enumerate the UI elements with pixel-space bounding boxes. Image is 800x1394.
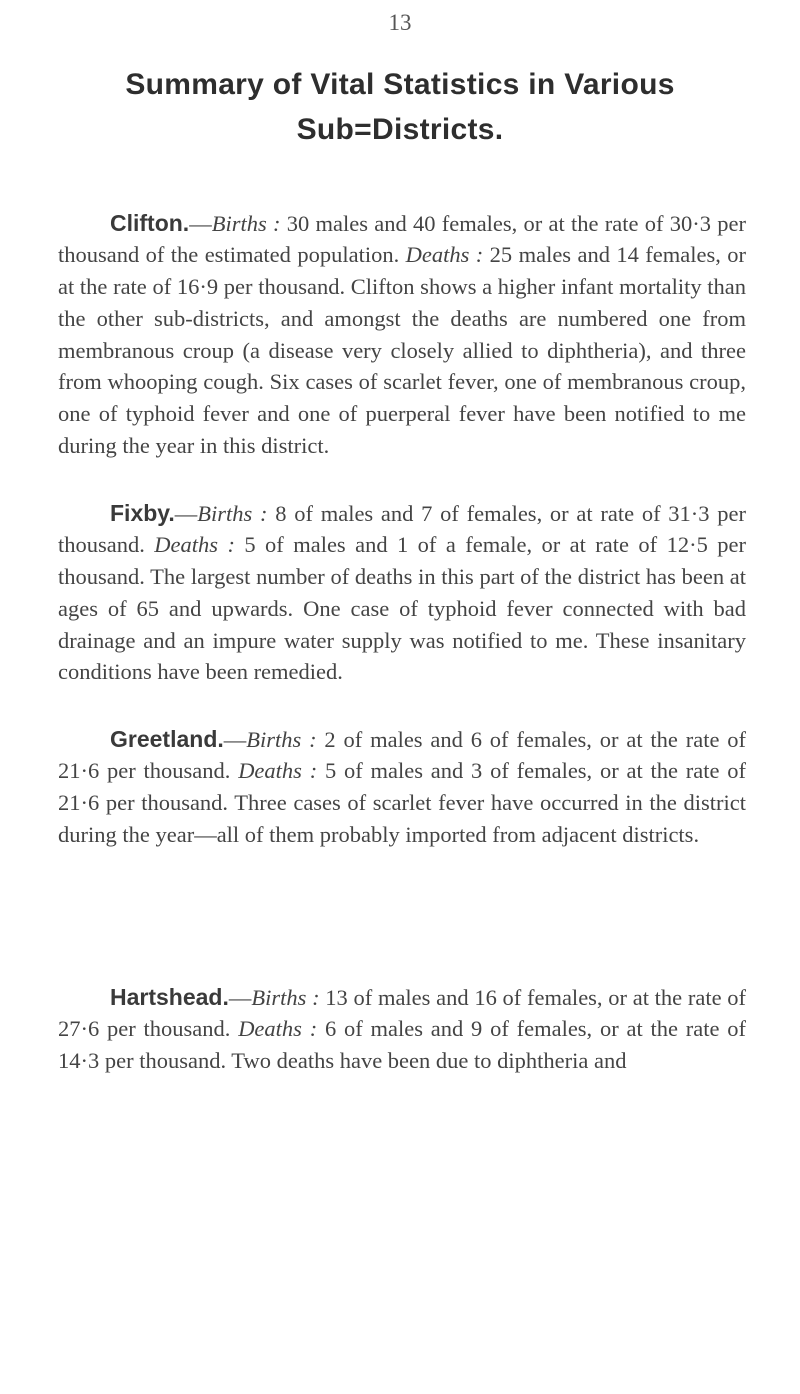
deaths-label: Deaths :	[405, 242, 484, 268]
title-line-1: Summary of Vital Statistics in Various	[125, 68, 675, 101]
section-heading: Clifton.	[110, 209, 190, 236]
section-heading: Hartshead.	[110, 983, 229, 1010]
deaths-text: 5 of males and 1 of a female, or at rate of 12·5 per thousand. The largest number of deaths in this part of the district has been at ages of 65 and upwards. One case of typhoid fever connected with bad drainage and an impure water supply was notified to me. These insanitary conditions have been remedied.	[58, 532, 746, 685]
births-text: 30 males and 40 females, or at the rate of 30·3 per thousand of the estimated population.	[58, 210, 746, 268]
page-title	[0, 62, 800, 152]
deaths-label: Deaths :	[238, 758, 318, 784]
dash: —	[228, 984, 252, 1010]
section-hartshead	[58, 982, 746, 1077]
births-label: Births :	[246, 726, 317, 752]
deaths-label: Deaths :	[238, 1016, 318, 1042]
births-label: Births :	[251, 984, 320, 1010]
page-number: 13	[388, 10, 412, 35]
births-text: 2 of males and 6 of females, or at the rate of 21·6 per thousand.	[58, 726, 746, 784]
dash: —	[189, 210, 212, 236]
section-heading: Fixby.	[110, 499, 175, 526]
deaths-text: 6 of males and 9 of females, or at the rate of 14·3 per thousand. Two deaths have been due to diphtheria and	[58, 1016, 746, 1074]
births-label: Births :	[197, 500, 268, 526]
births-label: Births :	[211, 210, 281, 236]
title-line-2: Sub=Districts.	[296, 113, 504, 146]
section-greetland	[58, 724, 746, 851]
births-text: 13 of males and 16 of females, or at the rate of 27·6 per thousand.	[58, 984, 746, 1042]
deaths-label: Deaths :	[154, 532, 235, 558]
section-heading: Greetland.	[110, 725, 224, 752]
deaths-text: 5 of males and 3 of females, or at the rate of 21·6 per thousand. Three cases of scarlet fever have occurred in the district during the year—all of them probably imported from adjacent districts.	[58, 758, 746, 847]
section-clifton	[58, 208, 746, 462]
births-text: 8 of males and 7 of females, or at rate of 31·3 per thousand.	[58, 500, 746, 558]
dash: —	[174, 500, 198, 526]
dash: —	[223, 726, 247, 752]
section-fixby	[58, 498, 746, 689]
deaths-text: 25 males and 14 females, or at the rate of 16·9 per thousand. Clifton shows a higher infant mortality than the other sub-districts, and amongst the deaths are numbered one from membranous croup (a disease very closely allied to diphtheria), and three from whooping cough. Six cases of scarlet fever, one of membranous croup, one of typhoid fever and one of puerperal fever have been notified to me during the year in this district.	[58, 242, 747, 459]
